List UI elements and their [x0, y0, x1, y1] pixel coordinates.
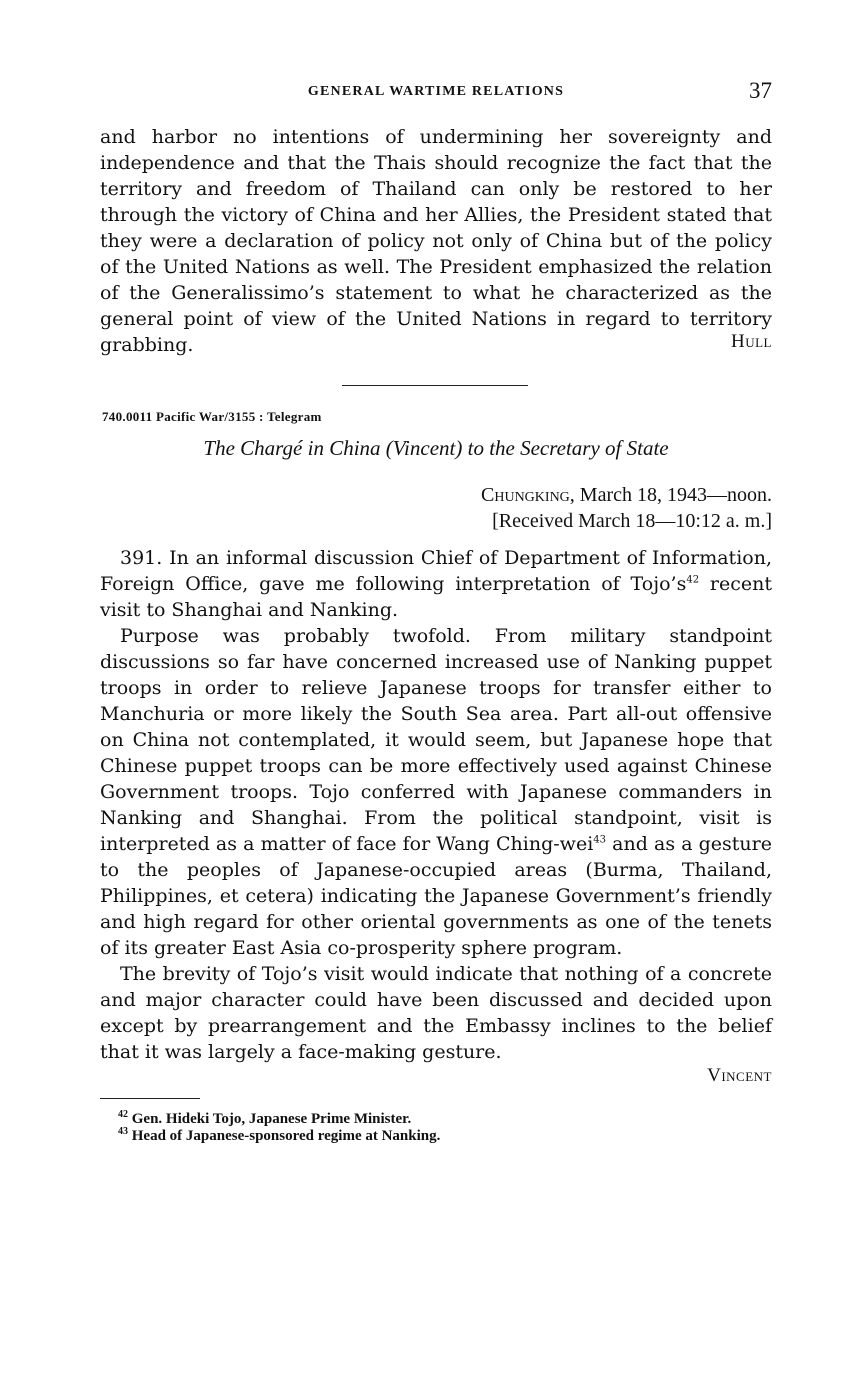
footnote-mark: 42	[118, 1109, 128, 1120]
footnote-divider	[100, 1098, 200, 1099]
footnote-ref-43: 43	[593, 834, 607, 846]
footnote-text: Gen. Hideki Tojo, Japanese Prime Minister.	[128, 1111, 412, 1127]
section-divider	[342, 385, 528, 386]
dateline-place: Chungking	[481, 484, 570, 506]
paragraph-3: The brevity of Tojo’s visit would indicate that nothing of a concrete and major character could have been discussed and decided upon except by prearrangement and the Embassy inclines to the belief that it was largely a face-making gesture.	[100, 963, 772, 1063]
paragraph-2-text-end: and as a gesture to the peoples of Japanese-occupied areas (Burma, Thailand, Philippines, et cetera) indicating the Japanese Government’s friendly and high regard for other oriental governments as one of the tenets of its greater East Asia co-prosperity sphere program.	[100, 833, 772, 959]
footnote-ref-42: 42	[686, 574, 700, 586]
running-title: GENERAL WARTIME RELATIONS	[307, 84, 565, 99]
signature-hull: Hull	[731, 331, 772, 352]
paragraph-1	[100, 545, 772, 623]
dateline	[481, 484, 772, 507]
page-number: 37	[749, 78, 772, 103]
document-title: The Chargé in China (Vincent) to the Secretary of State	[203, 436, 669, 460]
continued-paragraph	[100, 124, 772, 358]
footnote-mark: 43	[118, 1126, 128, 1137]
footnote-text: Head of Japanese-sponsored regime at Nanking.	[128, 1128, 441, 1144]
paragraph-2-text: Purpose was probably twofold. From military standpoint discussions so far have concerned increased use of Nanking puppet troops in order to relieve Japanese troops for transfer either to Manchuria or more likely the South Sea area. Part all-out offensive on China not contemplated, it would seem, but Japanese hope that Chinese puppet troops can be more effectively used against Chinese Government troops. Tojo conferred with Japanese commanders in Nanking and Shanghai. From the political standpoint, visit is interpreted as a matter of face for Wang Ching-wei	[100, 625, 772, 855]
paragraph-2	[100, 623, 772, 961]
footnotes	[118, 1111, 440, 1145]
signature-vincent: Vincent	[707, 1065, 772, 1086]
paragraph-text: and harbor no intentions of undermining her sovereignty and independence and that the Thais should recognize the fact that the territory and freedom of Thailand can only be restored to her through the victory of China and her Allies, the President stated that they were a declaration of policy not only of China but of the policy of the United Nations as well. The President emphasized the relation of the Generalissimo’s statement to what he characterized as the general point of view of the United Nations in regard to territory grabbing.	[100, 126, 772, 356]
dateline-date: , March 18, 1943—noon.	[569, 484, 772, 506]
file-reference: 740.0011 Pacific War/3155 : Telegram	[102, 409, 322, 424]
footnote-43	[118, 1128, 440, 1145]
paragraph-1-text: 391. In an informal discussion Chief of Department of Information, Foreign Office, gave me following interpretation of Tojo’s	[100, 547, 772, 595]
footnote-42	[118, 1111, 440, 1128]
telegram-body	[100, 545, 772, 1065]
received-line: [Received March 18—10:12 a. m.]	[492, 510, 772, 532]
running-head	[100, 80, 772, 104]
paragraph-1-text-end: recent visit to Shanghai and Nanking.	[100, 573, 773, 621]
